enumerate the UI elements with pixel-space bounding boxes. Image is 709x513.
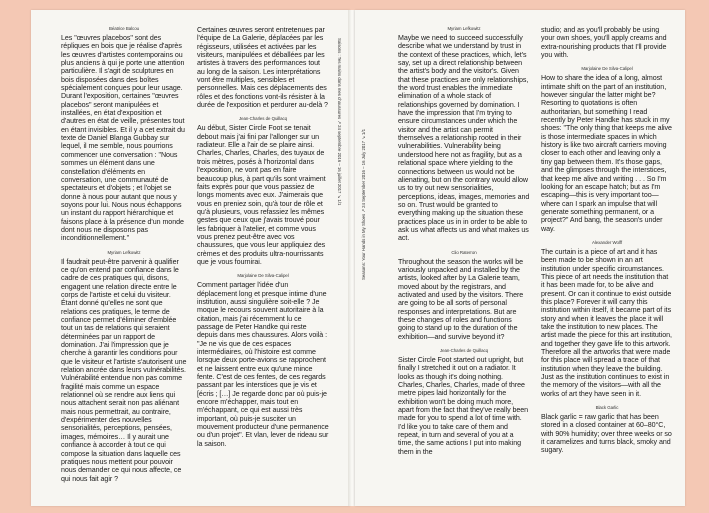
signature-de-silva-calipel-en: Marjolaine De Silva-Calipel [581,66,633,72]
paragraph-quillacq-en: Sister Circle Foot started out upright, but finally I stretched it out on a radiator. It looks as though it's doing nothing. Charles, Charles, Charles, made of three metre pipes laid horizontally for the exhibition won't be doing much more, apart from the fact that they've really been made for you to spend a lot of time with. I'd like you to take care of them and repeat, in turn and several of you at a time, the same actions I put into making them in the [398,356,529,456]
right-page [355,10,685,506]
signature-clio-raterron: Clio Raterron [451,249,477,255]
signature-black-garlic: Black Garlic [595,405,619,411]
left-column-2 [197,26,329,448]
paragraph-quillacq-fr: Au début, Sister Circle Foot se tenait debout mais j'ai fini par l'allonger sur un radiateur. Elle a l'air de se plaire ainsi. Charles, Charles, Charles, des tuyaux de trois mètres, posés à l'horizontal dans l'exposition, ne vont pas en faire beaucoup plus, à part qu'ils sont vraiment faits exprès pour que vous passiez de longs moments avec eux. J'aimerais que vous en preniez soin, qu'à tour de rôle et qu'à plusieurs, vous refassiez les mêmes gestes que ceux que j'avais trouvé pour les fabriquer à l'atelier, et comme vous vous prenez peut-être avec vos chaussures, que vous leur appliquiez des crèmes et des produits ultra-nourrissants que je vous fournirai. [197,124,326,266]
right-column-1 [398,26,530,456]
left-column-1 [61,26,187,483]
signature-de-quillacq-en: Jean-Charles de Quillacq [439,348,489,354]
paragraph-lefkowitz-en: Maybe we need to succeed successfully describe what we understand by trust in the context of these practices, which, let's say, set up a direct relationship between the artist's body and the visitor's. Given that these practices are only relationships, the word trust enables the immediate elimination of a whole stack of relationships governed by domination. I have the impression that I'm trying to ensure circumstances under which the visitor and the artist can permit themselves a relationship rooted in their vulnerabilities. Vulnerability being understood here not as fragility, but as a relational space where yielding to the connections between us would not be alienating, but on the contrary would allow us to try out new sensorialities, perceptions, ideas, images, memories and so on. Trust would be granted to everything making up the situation these practices place us in in order to be able to ask us what affects us and what makes us act. [398,34,530,243]
signature-alexander-wolff: Alexander Wolff [591,239,623,245]
signature-de-silva-calipel: Marjolaine De Silva-Calipel [237,273,289,279]
left-page [31,10,350,506]
running-head-en: Seasons: Your Hands in My Shoes ↗ 24 September 2016 – 16 July 2017 ↘ 1/1 [361,128,366,280]
paragraph-wolff-en: The curtain is a piece of art and it has been made to be shown in an art institution under specific circumstances. This piece of art needs the institution that it has been made for, to be alive and present. Or can it continue to exist outside this place? Forever it will carry this institution within itself, it became part of its story and when it leaves the place it will take the institution to new places. The artist made the piece for this art institution, and together they gave life to this artwork. Therefore all the artworks that were made for this place will spread a trace of that institution when they leave the building. Just as the institution continues to exist in the memory of the visitors—with all the works of art they have seen in it. [541,247,672,398]
paragraph-raterron-fr: Certaines œuvres seront entretenues par l'équipe de La Galerie, déplacées par les régisseurs, utilisées et activées par les visiteurs, manipulées et déballées par les artistes à travers des performances tout au long de la saison. Les interprétations vont être multiples, sensibles et personnelles. Mais ces déplacements des rôles et des fonctions vont-ils résister à la durée de l'exposition et perdurer au-delà ? [197,26,328,110]
paragraph-silva-calipel-fr: Comment partager l'idée d'un déplacement long et presque intime d'une institution, aussi singulière soit-elle ? Je moque le recours souvent autoritaire à la citation, mais j'ai récemment lu ce passage de Peter Handke qui reste depuis dans mes chaussures. Alors voilà : "Je ne vis que de ces espaces intermédiaires, où l'histoire est comme lorsque deux porte-avions se rapprochent et ne laissent entre eux qu'une mince fente. C'est de ces fentes, de ces regards passant par les interstices que je vis et [écris ; […] Je regarde donc par où puis-je encore m'échapper, mais tout en m'échappant, ce qui est aussi très important, où puis-je susciter un mouvement producteur d'une permanence ou d'un projet". Et vlan, lever de rideau sur la saison. [197,281,329,448]
signature-de-quillacq: Jean-Charles de Quillacq [238,116,288,122]
signature-myriam-lefkowitz: Myriam Lefkowitz [107,249,141,255]
paragraph-raterron-en: Throughout the season the works will be variously unpacked and installed by the artists, looked after by La Galerie team, moved about by the registrars, and activated and used by the visitors. There are going to be all sorts of personal responses and interpretations. But are these changes of roles and functions going to stand up to the duration of the exhibition—and survive beyond it? [398,257,524,341]
paragraph-silva-calipel-en: How to share the idea of a long, almost intimate shift on the part of an institution, however singular the latter might be? Resorting to quotations is often authoritarian, but something I read recently by Peter Handke has stuck in my shoes: "The only thing that keeps me alive is those intermediate spaces in which history is like two aircraft carriers moving closer to each other and leaving only a tiny gap between them. It's those gaps, and the glimpses through the interstices, that keep me alive and writing . . . So I'm looking for an escape hatch; but as I'm escaping—this is very important too—where can I spark an impulse that will generate something permanent, or a project?" And bang, the season's under way. [541,74,672,233]
signature-beatrice-balcou: Béatrice Balcou [108,26,139,31]
paragraph-black-garlic-en: Black garlic = raw garlic that has been stored in a closed container at 60–80°C, with 90% humidity; over three weeks or so it caramelizes and turns black, smoky and sugary. [541,413,672,455]
paragraph-lefkowitz-fr: Il faudrait peut-être parvenir à qualifier ce qu'on entend par confiance dans le cadre de ces pratiques qui, disons, engagent une relation directe entre le corps de l'artiste et celui du visiteur. Étant donné qu'elles ne sont que relations ces pratiques, le terme de confiance permet d'éliminer d'emblée tout un tas de relations qui seraient déterminées par un rapport de domination. J'ai l'impression que je cherche à garantir les conditions pour que le visiteur et l'artiste s'autorisent une relation ancrée dans leurs vulnérabilités. Vulnérabilité entendue non pas comme fragilité mais comme un espace relationnel où se rendre aux liens qui nous attachent serait non pas aliénant mais nous permettrait, au contraire, d'expérimenter des nouvelles sensorialités, perceptions, pensées, images, mémoires… Il y aurait une confiance à accorder à tout ce qui compose la situation dans laquelle ces pratiques nous mettent pour pouvoir nous demander ce qui nous affecte, ce qui nous fait agir ? [61,257,187,483]
paragraph-quillacq-en-cont: studio; and as you'll probably be using your own shoes, you'll apply creams and extra-nourishing products that I'll provide you with. [541,26,667,60]
running-head-fr: Saisons : Tes mains dans mes chaussures ↗ 24 septembre 2016 – 16 juillet 2017 ↘ 1/1 [337,38,342,206]
right-column-2 [541,26,673,455]
paragraph-balcou-fr: Les "œuvres placebos" sont des répliques en bois que je réalise d'après les œuvres d'artistes contemporains ou plus anciens à qui je porte une attention particulière. Il s'agit de sculptures en bois disposées dans des boîtes spécialement conçues pour leur usage. Durant l'exposition, certaines "œuvres placebos" seront manipulées et installées, en état d'exposition et d'autres en état de veille, présentes tout en étant invisibles. Et il y a cet extrait du texte de Daniel Blanga Gubbay sur lequel, il me semble, nous pourrions commencer une conversation : "Nous sommes un élément dans une constellation d'éléments en conversation, une communauté de spectateurs et d'objets ; et l'objet se donne à nous pour autant que nous y soyons pour lui. Nous nous échappons un instant du rapport hiérarchique et faisons place à la présence d'un monde dont nous ne disposons pas inconditionnellement." [61,34,185,243]
signature-myriam-lefkowitz-en: Myriam Lefkowitz [447,26,481,31]
